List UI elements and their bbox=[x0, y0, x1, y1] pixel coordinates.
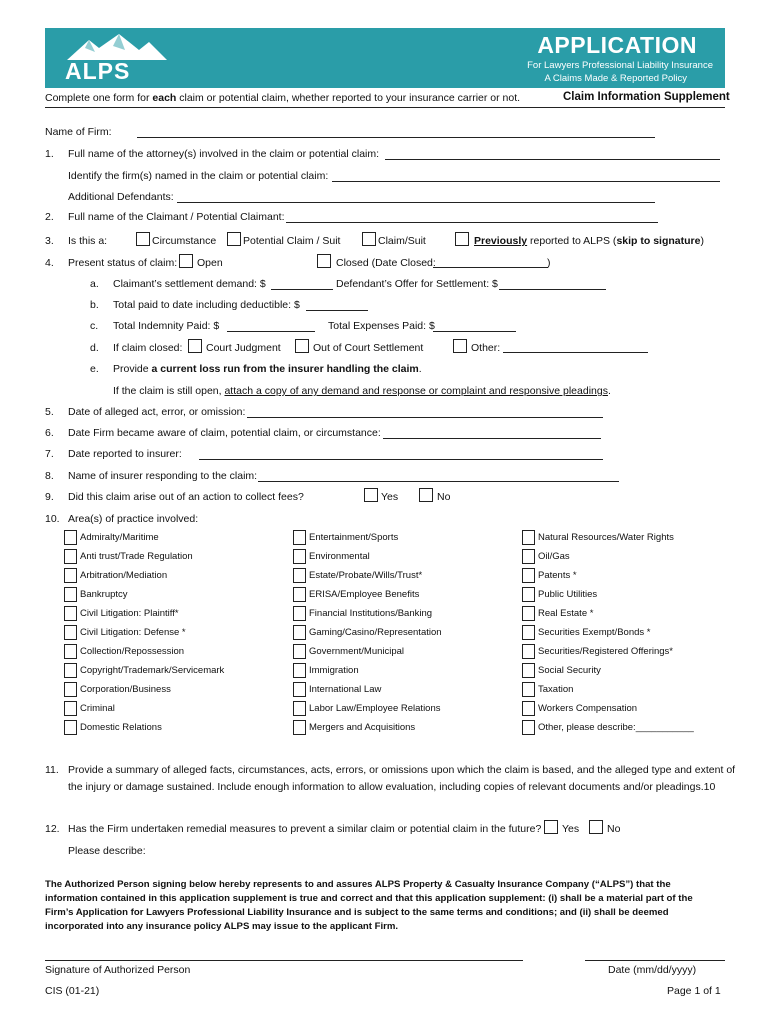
open-label: Open bbox=[197, 257, 223, 269]
potential-claim-checkbox[interactable] bbox=[227, 232, 241, 246]
divider bbox=[45, 107, 725, 108]
supplement-title: Claim Information Supplement bbox=[563, 91, 730, 103]
aware-date-field[interactable] bbox=[383, 438, 601, 439]
practice-area-label: Mergers and Acquisitions bbox=[309, 722, 416, 733]
court-judgment-label: Court Judgment bbox=[206, 342, 281, 354]
q3-label: Is this a: bbox=[68, 235, 108, 247]
q1-defendants-label: Additional Defendants: bbox=[68, 191, 174, 203]
statement-line4: incorporated into any insurance policy ALPS may issue to the applicant Firm. bbox=[45, 921, 399, 932]
application-subtitle: For Lawyers Professional Liability Insurance bbox=[527, 60, 713, 71]
practice-area-label: Collection/Repossession bbox=[80, 646, 185, 657]
defendant-offer-label: Defendant’s Offer for Settlement: $ bbox=[336, 278, 498, 290]
practice-area-label: Admiralty/Maritime bbox=[80, 532, 159, 543]
intro-text bbox=[45, 92, 520, 104]
practice-area-label: Natural Resources/Water Rights bbox=[538, 532, 674, 543]
practice-area-checkbox[interactable] bbox=[293, 549, 306, 564]
practice-area-checkbox[interactable] bbox=[293, 625, 306, 640]
defendants-field[interactable] bbox=[177, 202, 655, 203]
mountain-logo-icon bbox=[67, 34, 167, 60]
q1-firms-label: Identify the firm(s) named in the claim or potential claim: bbox=[68, 170, 329, 182]
fees-yes-label: Yes bbox=[381, 491, 399, 503]
practice-area-label: Criminal bbox=[80, 703, 115, 714]
practice-area-checkbox[interactable] bbox=[64, 663, 77, 678]
out-of-court-label: Out of Court Settlement bbox=[313, 342, 424, 354]
practice-area-checkbox[interactable] bbox=[64, 644, 77, 659]
practice-area-label: Copyright/Trademark/Servicemark bbox=[80, 665, 225, 676]
open-claim-post: . bbox=[607, 385, 611, 397]
practice-area-label: Bankruptcy bbox=[80, 589, 128, 600]
reported-text: reported to ALPS ( bbox=[527, 235, 617, 247]
practice-area-label: Other, please describe:___________ bbox=[538, 722, 694, 733]
practice-area-label: Financial Institutions/Banking bbox=[309, 608, 433, 619]
open-checkbox[interactable] bbox=[179, 254, 193, 268]
practice-area-label: ERISA/Employee Benefits bbox=[309, 589, 420, 600]
q2-number: 2. bbox=[45, 211, 54, 223]
close-paren: ) bbox=[700, 235, 704, 247]
q3-number: 3. bbox=[45, 235, 54, 247]
q8-number: 8. bbox=[45, 470, 54, 482]
defendant-offer-field[interactable] bbox=[499, 289, 606, 290]
firm-name-field[interactable] bbox=[137, 137, 655, 138]
q10-label: Area(s) of practice involved: bbox=[68, 513, 199, 525]
practice-area-checkbox[interactable] bbox=[522, 682, 535, 697]
practice-area-checkbox[interactable] bbox=[64, 568, 77, 583]
remedial-yes-label: Yes bbox=[562, 823, 580, 835]
practice-area-label: Arbitration/Mediation bbox=[80, 570, 168, 581]
indemnity-paid-field[interactable] bbox=[227, 331, 315, 332]
practice-area-label: Workers Compensation bbox=[538, 703, 638, 714]
practice-area-label: Oil/Gas bbox=[538, 551, 570, 562]
practice-area-label: Labor Law/Employee Relations bbox=[309, 703, 441, 714]
q11-line2: the injury or damage sustained. Include enough information to allow evaluation, including copies of relevant documents and/or pleadings.10 bbox=[68, 781, 716, 793]
practice-area-checkbox[interactable] bbox=[522, 701, 535, 716]
application-title: APPLICATION bbox=[537, 32, 697, 58]
loss-run-bold: a current loss run from the insurer handling the claim bbox=[151, 363, 419, 375]
circumstance-label: Circumstance bbox=[152, 235, 217, 247]
date-label: Date (mm/dd/yyyy) bbox=[608, 964, 697, 976]
q6-number: 6. bbox=[45, 427, 54, 439]
expenses-paid-field[interactable] bbox=[433, 331, 516, 332]
q4e-letter: e. bbox=[90, 363, 99, 375]
q4a-letter: a. bbox=[90, 278, 99, 290]
loss-run-text bbox=[113, 363, 422, 375]
intro-post: claim or potential claim, whether reported to your insurance carrier or not. bbox=[176, 92, 521, 104]
q11-line1: Provide a summary of alleged facts, circumstances, acts, errors, or omissions upon which the claim is based, and the alleged type and extent of bbox=[68, 764, 736, 776]
practice-area-checkbox[interactable] bbox=[522, 549, 535, 564]
claimant-field[interactable] bbox=[286, 222, 658, 223]
practice-area-checkbox[interactable] bbox=[293, 701, 306, 716]
practice-area-checkbox[interactable] bbox=[64, 606, 77, 621]
q10-number: 10. bbox=[45, 513, 60, 525]
q5-number: 5. bbox=[45, 406, 54, 418]
practice-area-label: Entertainment/Sports bbox=[309, 532, 399, 543]
practice-area-checkbox[interactable] bbox=[522, 625, 535, 640]
fees-no-checkbox[interactable] bbox=[419, 488, 433, 502]
statement-line1: The Authorized Person signing below hereby represents to and assures ALPS Property & Casualty Insurance Company (“ALPS”) that the bbox=[45, 879, 671, 890]
practice-area-label: Real Estate * bbox=[538, 608, 594, 619]
q9-number: 9. bbox=[45, 491, 54, 503]
q12-number: 12. bbox=[45, 823, 60, 835]
q4c-letter: c. bbox=[90, 320, 99, 332]
practice-area-checkbox[interactable] bbox=[522, 606, 535, 621]
practice-area-label: Patents * bbox=[538, 570, 577, 581]
practice-area-checkbox[interactable] bbox=[293, 663, 306, 678]
closed-checkbox[interactable] bbox=[317, 254, 331, 268]
practice-area-checkbox[interactable] bbox=[293, 587, 306, 602]
statement-line3: Firm’s Application for Lawyers Professional Liability Insurance and is subject to the same terms and conditions; and (ii) shall be deemed bbox=[45, 907, 669, 918]
statement-line2: information contained in this application supplement is true and correct and that this application supplement: (i) shall be a material part of the bbox=[45, 893, 693, 904]
practice-area-checkbox[interactable] bbox=[64, 701, 77, 716]
remedial-no-label: No bbox=[607, 823, 621, 835]
q8-label: Name of insurer responding to the claim: bbox=[68, 470, 258, 482]
insurer-field[interactable] bbox=[258, 481, 619, 482]
firm-label: Name of Firm: bbox=[45, 126, 112, 138]
court-judgment-checkbox[interactable] bbox=[188, 339, 202, 353]
previously-text: Previously bbox=[474, 235, 528, 247]
fees-no-label: No bbox=[437, 491, 451, 503]
application-subtitle-2: A Claims Made & Reported Policy bbox=[544, 73, 687, 84]
q7-number: 7. bbox=[45, 448, 54, 460]
intro-pre: Complete one form for bbox=[45, 92, 153, 104]
loss-run-pre: Provide bbox=[113, 363, 152, 375]
signature-field[interactable] bbox=[45, 960, 523, 961]
act-date-field[interactable] bbox=[247, 417, 603, 418]
other-label: Other: bbox=[471, 342, 501, 354]
open-claim-pre: If the claim is still open, bbox=[113, 385, 225, 397]
other-field[interactable] bbox=[503, 352, 648, 353]
claim-suit-label: Claim/Suit bbox=[378, 235, 426, 247]
q12-label: Has the Firm undertaken remedial measures to prevent a similar claim or potential claim in the future? bbox=[68, 823, 542, 835]
reported-date-field[interactable] bbox=[199, 459, 603, 460]
open-claim-underlined: attach a copy of any demand and response or complaint and responsive pleadings bbox=[224, 385, 608, 397]
total-paid-field[interactable] bbox=[306, 310, 368, 311]
q11-number: 11. bbox=[45, 764, 59, 776]
date-closed-field[interactable] bbox=[433, 267, 548, 268]
page-number: Page 1 of 1 bbox=[667, 985, 721, 997]
practice-area-checkbox[interactable] bbox=[522, 644, 535, 659]
loss-run-post: . bbox=[418, 363, 422, 375]
practice-area-checkbox[interactable] bbox=[522, 568, 535, 583]
previously-reported-label bbox=[474, 235, 704, 247]
firms-field[interactable] bbox=[332, 181, 720, 182]
practice-area-checkbox[interactable] bbox=[293, 568, 306, 583]
remedial-no-checkbox[interactable] bbox=[589, 820, 603, 834]
attorney-field[interactable] bbox=[385, 159, 720, 160]
practice-area-label: Gaming/Casino/Representation bbox=[309, 627, 442, 638]
practice-area-label: Securities Exempt/Bonds * bbox=[538, 627, 651, 638]
practice-area-checkbox[interactable] bbox=[293, 720, 306, 735]
practice-area-label: International Law bbox=[309, 684, 382, 695]
out-of-court-checkbox[interactable] bbox=[295, 339, 309, 353]
practice-area-checkbox[interactable] bbox=[64, 682, 77, 697]
header-banner bbox=[45, 28, 725, 88]
logo-text: ALPS bbox=[65, 58, 131, 84]
fees-yes-checkbox[interactable] bbox=[364, 488, 378, 502]
practice-area-checkbox[interactable] bbox=[293, 682, 306, 697]
form-id: CIS (01-21) bbox=[45, 985, 100, 997]
practice-area-checkbox[interactable] bbox=[293, 530, 306, 545]
practice-area-label: Immigration bbox=[309, 665, 359, 676]
circumstance-checkbox[interactable] bbox=[136, 232, 150, 246]
intro-bold: each bbox=[152, 92, 177, 104]
practice-area-checkbox[interactable] bbox=[64, 530, 77, 545]
indemnity-paid-label: Total Indemnity Paid: $ bbox=[113, 320, 220, 332]
practice-area-label: Government/Municipal bbox=[309, 646, 405, 657]
q5-label: Date of alleged act, error, or omission: bbox=[68, 406, 246, 418]
practice-area-label: Corporation/Business bbox=[80, 684, 171, 695]
practice-area-label: Securities/Registered Offerings* bbox=[538, 646, 673, 657]
practice-area-checkbox[interactable] bbox=[64, 549, 77, 564]
practice-area-label: Civil Litigation: Defense * bbox=[80, 627, 186, 638]
claim-closed-label: If claim closed: bbox=[113, 342, 183, 354]
practice-area-checkbox[interactable] bbox=[522, 587, 535, 602]
practice-area-label: Domestic Relations bbox=[80, 722, 162, 733]
q1-attorney-label: Full name of the attorney(s) involved in the claim or potential claim: bbox=[68, 148, 380, 160]
practice-area-checkbox[interactable] bbox=[64, 625, 77, 640]
q4d-letter: d. bbox=[90, 342, 99, 354]
q6-label: Date Firm became aware of claim, potential claim, or circumstance: bbox=[68, 427, 381, 439]
previously-reported-checkbox[interactable] bbox=[455, 232, 469, 246]
practice-area-label: Estate/Probate/Wills/Trust* bbox=[309, 570, 423, 581]
practice-area-label: Anti trust/Trade Regulation bbox=[80, 551, 193, 562]
date-field[interactable] bbox=[585, 960, 725, 961]
closed-label: Closed (Date Closed: bbox=[336, 257, 436, 269]
open-claim-text bbox=[113, 385, 611, 397]
describe-label: Please describe: bbox=[68, 845, 146, 857]
practice-area-label: Environmental bbox=[309, 551, 370, 562]
practice-area-checkbox[interactable] bbox=[522, 530, 535, 545]
practice-area-checkbox[interactable] bbox=[522, 663, 535, 678]
claim-suit-checkbox[interactable] bbox=[362, 232, 376, 246]
practice-area-checkbox[interactable] bbox=[293, 644, 306, 659]
signature-label: Signature of Authorized Person bbox=[45, 964, 191, 976]
closed-end: ) bbox=[547, 257, 551, 269]
practice-area-checkbox[interactable] bbox=[64, 587, 77, 602]
q2-label: Full name of the Claimant / Potential Claimant: bbox=[68, 211, 285, 223]
practice-area-label: Taxation bbox=[538, 684, 574, 695]
settlement-demand-label: Claimant’s settlement demand: $ bbox=[113, 278, 266, 290]
expenses-paid-label: Total Expenses Paid: $ bbox=[328, 320, 435, 332]
other-checkbox[interactable] bbox=[453, 339, 467, 353]
q4-number: 4. bbox=[45, 257, 54, 269]
skip-text: skip to signature bbox=[616, 235, 701, 247]
q4-label: Present status of claim: bbox=[68, 257, 178, 269]
total-paid-label: Total paid to date including deductible: $ bbox=[113, 299, 300, 311]
practice-area-checkbox[interactable] bbox=[64, 720, 77, 735]
potential-claim-label: Potential Claim / Suit bbox=[243, 235, 341, 247]
remedial-yes-checkbox[interactable] bbox=[544, 820, 558, 834]
q7-label: Date reported to insurer: bbox=[68, 448, 182, 460]
practice-area-checkbox[interactable] bbox=[293, 606, 306, 621]
practice-area-checkbox[interactable] bbox=[522, 720, 535, 735]
q9-label: Did this claim arise out of an action to collect fees? bbox=[68, 491, 304, 503]
q1-number: 1. bbox=[45, 148, 54, 160]
practice-area-label: Civil Litigation: Plaintiff* bbox=[80, 608, 179, 619]
q4b-letter: b. bbox=[90, 299, 99, 311]
practice-area-label: Public Utilities bbox=[538, 589, 598, 600]
settlement-demand-field[interactable] bbox=[271, 289, 333, 290]
practice-area-label: Social Security bbox=[538, 665, 601, 676]
